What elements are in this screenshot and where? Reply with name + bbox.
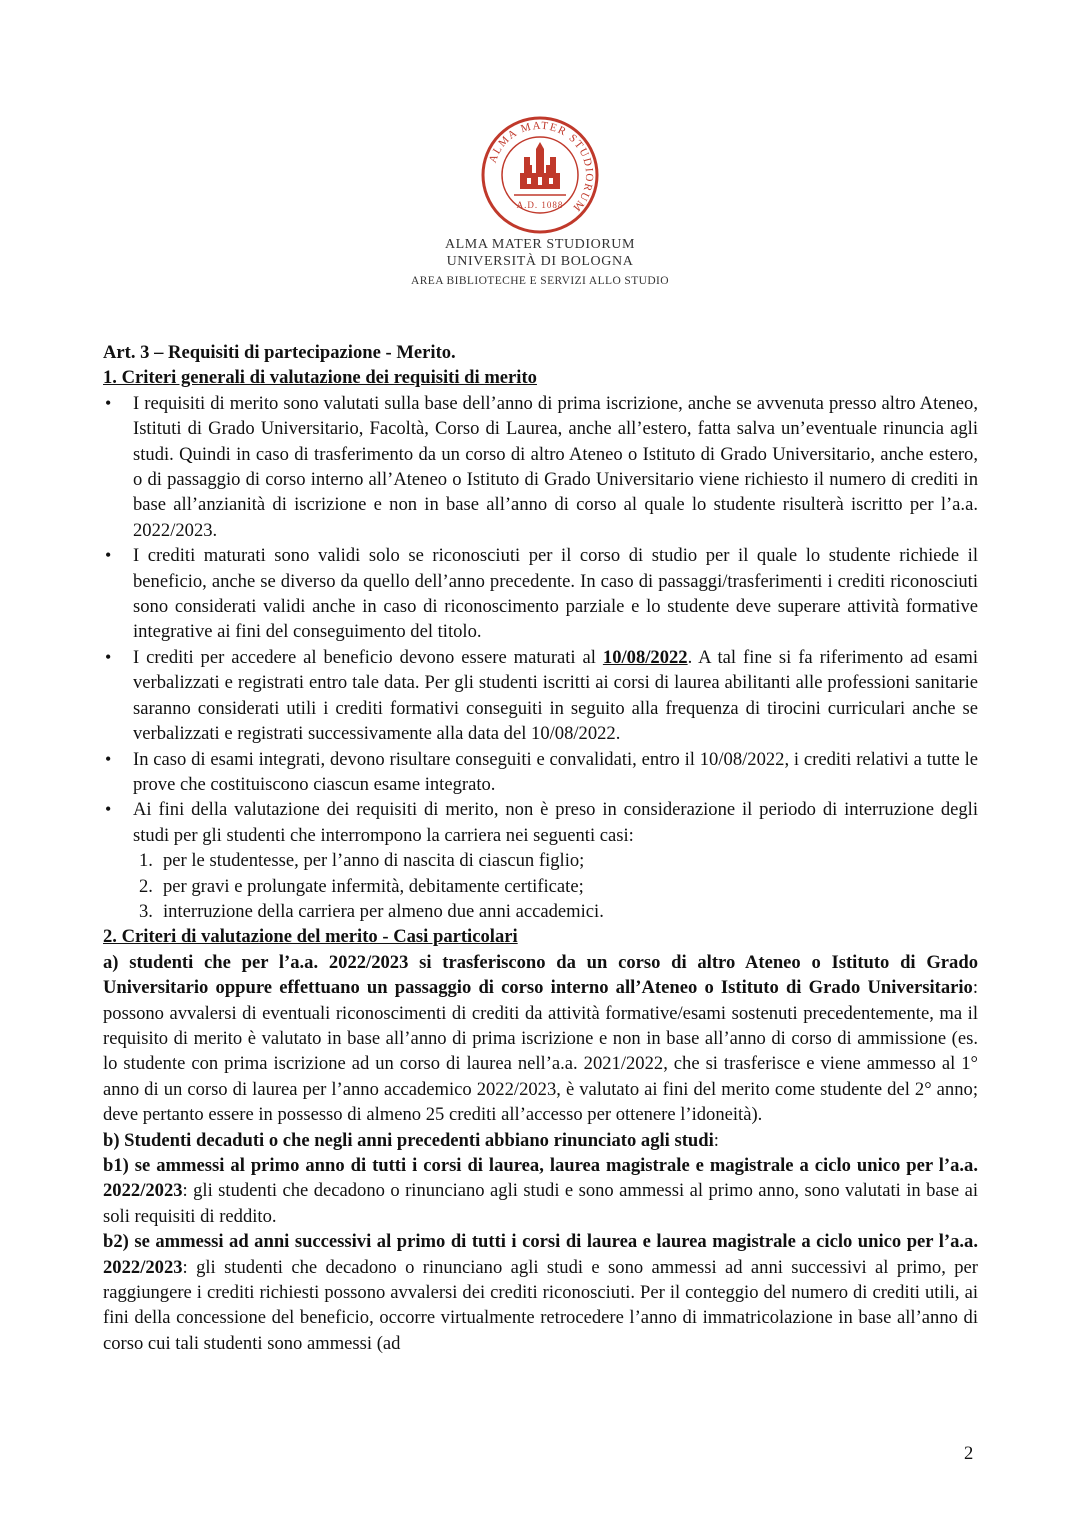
paragraph-b1 bbox=[103, 1153, 978, 1229]
list-item bbox=[103, 797, 978, 848]
section2-heading: 2. Criteri di valutazione del merito - Casi particolari bbox=[103, 926, 518, 948]
list-item bbox=[139, 899, 978, 924]
department-name: AREA BIBLIOTECHE E SERVIZI ALLO STUDIO bbox=[411, 275, 669, 287]
university-seal-logo bbox=[480, 115, 600, 235]
svg-text:ALMA MATER STUDIORUM: ALMA MATER STUDIORUM bbox=[486, 119, 596, 215]
paragraph-b2-text: : gli studenti che decadono o rinunciano agli studi e sono ammessi ad anni successivi al primo, per raggiungere i crediti richiesti possono avvalersi dei crediti riconosciuti. Per il conteggio del numero di crediti utili, ai fini della concessione del beneficio, occorre virtualmente retrocedere l’anno di immatricolazione in base all’anno di corso cui tali studenti sono ammessi (ad bbox=[103, 1256, 978, 1354]
list-item: • In caso di esami integrati, devono risultare conseguiti e convalidati, entro il 10/08/2022, i crediti relativi a tutte le prove che costituiscono ciascun esame integrato. bbox=[103, 747, 978, 798]
interruption-cases-list bbox=[103, 848, 978, 924]
paragraph-b2-lead: b2) se ammessi ad anni successivi al primo di tutti i corsi di laurea e laurea magistrale a ciclo unico per l’a.a. 2022/2023 bbox=[103, 1231, 978, 1278]
paragraph-a-lead: a) studenti che per l’a.a. 2022/2023 si trasferiscono da un corso di altro Ateneo o Istituto di Grado Universitario oppure effettuano un passaggio di corso interno all’Ateneo o Istituto di Grado Universitario bbox=[103, 951, 978, 999]
item-text: per gravi e prolungate infermità, debitamente certificate; bbox=[163, 875, 584, 897]
bullet-text: Ai fini della valutazione dei requisiti di merito, non è preso in considerazione il periodo di interruzione degli studi per gli studenti che interrompono la carriera nei seguenti casi: bbox=[133, 799, 978, 846]
list-item: • I crediti maturati sono validi solo se riconosciuti per il corso di studio per il quale lo studente richiede il beneficio, anche se diverso da quello dell’anno precedente. In caso di passaggi/trasferimenti i crediti riconosciuti sono considerati validi anche in caso di riconoscimento parziale e lo studente deve superare attività formative integrative ai fini del conseguimento del titolo. bbox=[103, 543, 978, 645]
paragraph-b1-lead: b1) se ammessi al primo anno di tutti i corsi di laurea, laurea magistrale e magistrale a ciclo unico per l’a.a. 2022/2023 bbox=[103, 1155, 978, 1202]
deadline-date: 10/08/2022 bbox=[602, 646, 688, 668]
list-item bbox=[139, 874, 978, 899]
svg-text:A.D. 1088: A.D. 1088 bbox=[516, 200, 564, 210]
page-number: 2 bbox=[964, 1443, 974, 1464]
bullet-text: . A tal fine si fa riferimento ad esami verbalizzati e registrati entro tale data. Per gli studenti iscritti ai corsi di laurea abilitanti alle professioni sanitarie saranno considerati utili i crediti formativi conseguiti in seguito alla frequenza di tirocini curriculari anche se verbalizzati e registrati successivamente alla data del 10/08/2022. bbox=[133, 646, 978, 745]
article-body bbox=[103, 340, 978, 1356]
paragraph-a bbox=[103, 950, 978, 1128]
university-name-line1: ALMA MATER STUDIORUM bbox=[444, 237, 636, 252]
university-name-line2: UNIVERSITÀ DI BOLOGNA bbox=[446, 254, 634, 269]
item-text: per le studentesse, per l’anno di nascita di ciascun figlio; bbox=[163, 850, 585, 872]
item-number: 1. bbox=[139, 850, 153, 872]
item-text: interruzione della carriera per almeno due anni accademici. bbox=[163, 900, 604, 922]
paragraph-b-colon: : bbox=[713, 1129, 719, 1151]
paragraph-b-lead: b) Studenti decaduti o che negli anni precedenti abbiano rinunciato agli studi bbox=[103, 1129, 714, 1151]
item-number: 2. bbox=[139, 875, 153, 897]
list-item: • I requisiti di merito sono valutati sulla base dell’anno di prima iscrizione, anche se avvenuta presso altro Ateneo, Istituti di Grado Universitario, Facoltà, Corso di Laurea, anche all’estero, fatta salva un’eventuale rinuncia agli studi. Quindi in caso di trasferimento da un corso di altro Ateneo o Istituto di Grado Universitario, anche estero, o di passaggio di corso interno all’Ateneo o Istituto di Grado Universitario viene richiesto il numero di crediti in base all’anzianità di iscrizione e non in base all’anno di corso al quale lo studente risulterà iscritto per l’a.a. 2022/2023. bbox=[103, 391, 978, 543]
paragraph-b2 bbox=[103, 1229, 978, 1356]
merit-criteria-list bbox=[103, 391, 978, 848]
list-item bbox=[139, 848, 978, 873]
paragraph-b bbox=[103, 1128, 978, 1153]
bullet-text: I crediti per accedere al beneficio devono essere maturati al bbox=[133, 646, 603, 668]
list-item bbox=[103, 645, 978, 747]
paragraph-a-text: : possono avvalersi di eventuali riconoscimenti di crediti da attività formative/esami sostenuti precedentemente, ma il requisito di merito è valutato in base all’anno di prima iscrizione e non in base all’anno di corso di ammissione (es. lo studente con prima iscrizione ad un corso di laurea nell’a.a. 2021/2022, che si trasferisce e viene ammesso al 1° anno di un corso di laurea per l’anno accademico 2022/2023, è valutato ai fini del merito come studente del 2° anno; deve pertanto essere in possesso di almeno 25 crediti all’accesso per ottenere l’idoneità). bbox=[103, 977, 978, 1126]
article-title: Art. 3 – Requisiti di partecipazione - Merito. bbox=[103, 342, 456, 363]
paragraph-b1-text: : gli studenti che decadono o rinunciano agli studi e sono ammessi al primo anno, sono valutati in base ai soli requisiti di reddito. bbox=[103, 1180, 978, 1227]
item-number: 3. bbox=[139, 900, 153, 922]
section1-heading: 1. Criteri generali di valutazione dei requisiti di merito bbox=[103, 367, 537, 389]
